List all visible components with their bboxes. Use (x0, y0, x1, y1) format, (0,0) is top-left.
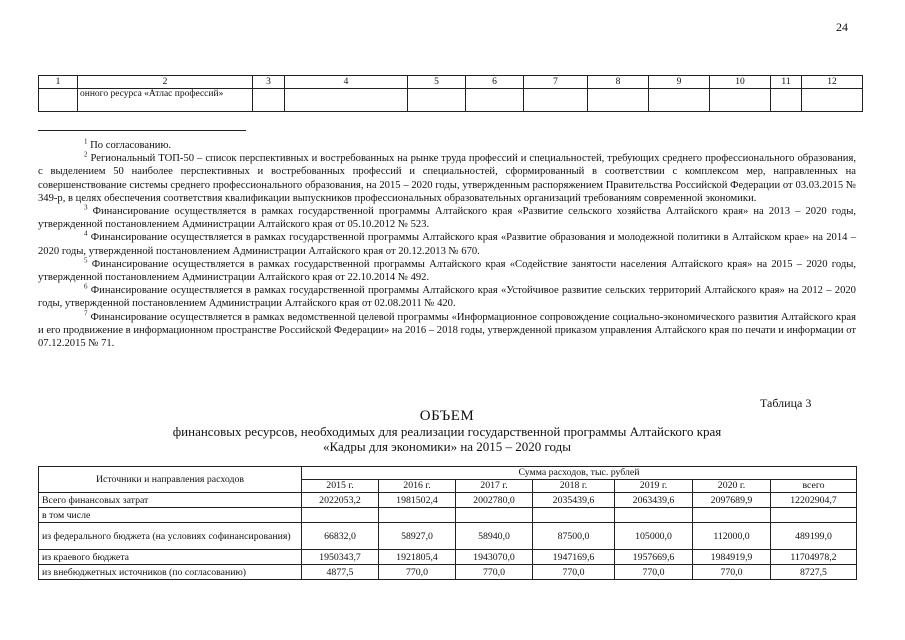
footnote-mark: 4 (84, 229, 88, 238)
column-number: 6 (466, 76, 524, 89)
empty-cell (710, 89, 771, 112)
footnote-mark: 3 (84, 203, 88, 212)
column-number-row (39, 76, 863, 89)
year-header: 2015 г. (302, 480, 379, 493)
table-row (39, 508, 857, 523)
row-label: в том числе (39, 508, 302, 523)
value-cell: 1950343,7 (302, 550, 379, 565)
value-cell: 770,0 (615, 565, 693, 580)
value-cell: 1943070,0 (456, 550, 533, 565)
value-cell: 1957669,6 (615, 550, 693, 565)
footnote (38, 152, 856, 205)
footnote-text: Финансирование осуществляется в рамках государственной программы Алтайского края «Развитие сельского хозяйства Алтайского края» на 2013 – 2020 годы, утвержденной постановлением Администрации Алтайского края от 05.10.2012 № 523. (38, 206, 856, 231)
value-cell: 1921805,4 (379, 550, 456, 565)
empty-cell (39, 89, 78, 112)
value-cell: 105000,0 (615, 523, 693, 550)
footnote (38, 284, 856, 310)
header-source: Источники и направления расходов (39, 467, 302, 493)
footnote-separator (38, 130, 246, 131)
column-number: 2 (78, 76, 253, 89)
empty-cell (285, 89, 408, 112)
table-row (39, 89, 863, 112)
empty-cell (524, 89, 588, 112)
footnote-mark: 5 (84, 256, 88, 265)
row-label: Всего финансовых затрат (39, 493, 302, 508)
value-cell (456, 508, 533, 523)
total-header: всего (771, 480, 857, 493)
value-cell (615, 508, 693, 523)
footnote-mark: 7 (84, 309, 88, 318)
total-cell (771, 508, 857, 523)
table-subtitle-program: «Кадры для экономики» на 2015 – 2020 годы (322, 439, 572, 454)
finance-table (38, 466, 857, 580)
page-number: 24 (836, 20, 848, 34)
footnote-mark: 2 (84, 150, 88, 159)
table-row (39, 493, 857, 508)
column-number: 4 (285, 76, 408, 89)
value-cell: 87500,0 (533, 523, 615, 550)
footnote (38, 205, 856, 231)
value-cell: 770,0 (533, 565, 615, 580)
footnote-text: Финансирование осуществляется в рамках ведомственной целевой программы «Информационное сопровождение социально-экономического развития Алтайского края и его продвижение в информационном пространстве Российской Федерации» на 2016 – 2018 годы, утвержденной приказом управления Алтайского края по печати и информации от 07.12.2015 № 71. (38, 311, 856, 350)
value-cell: 2035439,6 (533, 493, 615, 508)
year-header: 2018 г. (533, 480, 615, 493)
table-row (39, 550, 857, 565)
value-cell: 770,0 (379, 565, 456, 580)
empty-cell (649, 89, 710, 112)
table-subtitle: финансовых ресурсов, необходимых для реализации государственной программы Алтайского края (172, 424, 722, 439)
total-cell: 8727,5 (771, 565, 857, 580)
value-cell (379, 508, 456, 523)
value-cell: 1981502,4 (379, 493, 456, 508)
value-cell: 1984919,9 (693, 550, 771, 565)
value-cell: 1947169,6 (533, 550, 615, 565)
column-number: 9 (649, 76, 710, 89)
continuation-table (38, 75, 863, 112)
value-cell: 66832,0 (302, 523, 379, 550)
column-number: 5 (408, 76, 466, 89)
empty-cell (771, 89, 802, 112)
total-cell: 11704978,2 (771, 550, 857, 565)
footnote-mark: 1 (84, 137, 88, 146)
footnote (38, 311, 856, 351)
row-label: из краевого бюджета (39, 550, 302, 565)
header-row (39, 467, 857, 480)
table-row (39, 565, 857, 580)
column-number: 10 (710, 76, 771, 89)
total-cell: 12202904,7 (771, 493, 857, 508)
footnote (38, 139, 856, 152)
column-number: 1 (39, 76, 78, 89)
value-cell (693, 508, 771, 523)
footnote (38, 231, 856, 257)
table-title: ОБЪЕМ (419, 408, 475, 424)
empty-cell (408, 89, 466, 112)
year-header: 2020 г. (693, 480, 771, 493)
value-cell: 112000,0 (693, 523, 771, 550)
header-sum: Сумма расходов, тыс. рублей (302, 467, 857, 480)
value-cell: 770,0 (456, 565, 533, 580)
empty-cell (802, 89, 863, 112)
value-cell: 770,0 (693, 565, 771, 580)
year-header: 2019 г. (615, 480, 693, 493)
table-row (39, 523, 857, 550)
footnotes (38, 139, 856, 350)
empty-cell (588, 89, 649, 112)
empty-cell (253, 89, 285, 112)
footnote-text: Финансирование осуществляется в рамках государственной программы Алтайского края «Содействие занятости населения Алтайского края» на 2015 – 2020 годы, утвержденной постановлением Администрации Алтайского края от 22.10.2014 № 492. (38, 258, 856, 284)
value-cell (533, 508, 615, 523)
value-cell: 58927,0 (379, 523, 456, 550)
year-header: 2016 г. (379, 480, 456, 493)
footnote (38, 258, 856, 284)
footnote-text: Финансирование осуществляется в рамках государственной программы Алтайского края «Устойчивое развитие сельских территорий Алтайского края» на 2012 – 2020 годы, утвержденной постановлением Администрации Алтайского края от 02.08.2011 № 420. (38, 285, 856, 310)
column-number: 11 (771, 76, 802, 89)
footnote-text: Региональный ТОП-50 – список перспективных и востребованных на рынке труда профессий и специальностей, требующих среднего профессионального образования, с выделением 50 наиболее перспективных и востребованных профессий и специальностей, сформированный в соответствии с комплексом мер, направленных на совершенствование системы среднего профессионального образования, на 2015 – 2020 годы, утвержденным распоряжением Правительства Российской Федерации от 03.03.2015 № 349-р, в целях обеспечения соответствия квалификации выпускников профессиональных образовательных организаций требованиям современной экономики. (38, 153, 856, 204)
row-label: из федерального бюджета (на условиях софинансирования) (39, 523, 302, 550)
value-cell: 4877,5 (302, 565, 379, 580)
table-label: Таблица 3 (760, 396, 812, 410)
value-cell: 2022053,2 (302, 493, 379, 508)
value-cell (302, 508, 379, 523)
total-cell: 489199,0 (771, 523, 857, 550)
footnote-text: По согласованию. (90, 140, 172, 151)
column-number: 8 (588, 76, 649, 89)
footnote-mark: 6 (84, 282, 88, 291)
column-number: 3 (253, 76, 285, 89)
column-number: 7 (524, 76, 588, 89)
value-cell: 2097689,9 (693, 493, 771, 508)
value-cell: 2063439,6 (615, 493, 693, 508)
value-cell: 2002780,0 (456, 493, 533, 508)
row-label: из внебюджетных источников (по согласованию) (39, 565, 302, 580)
empty-cell (466, 89, 524, 112)
footnote-text: Финансирование осуществляется в рамках государственной программы Алтайского края «Развитие образования и молодежной политики в Алтайском крае» на 2014 – 2020 годы, утвержденной постановлением Администрации Алтайского края от 20.12.2013 № 670. (38, 232, 856, 257)
column-number: 12 (802, 76, 863, 89)
value-cell: 58940,0 (456, 523, 533, 550)
year-header: 2017 г. (456, 480, 533, 493)
row-text-cell: онного ресурса «Атлас профессий» (78, 89, 253, 112)
